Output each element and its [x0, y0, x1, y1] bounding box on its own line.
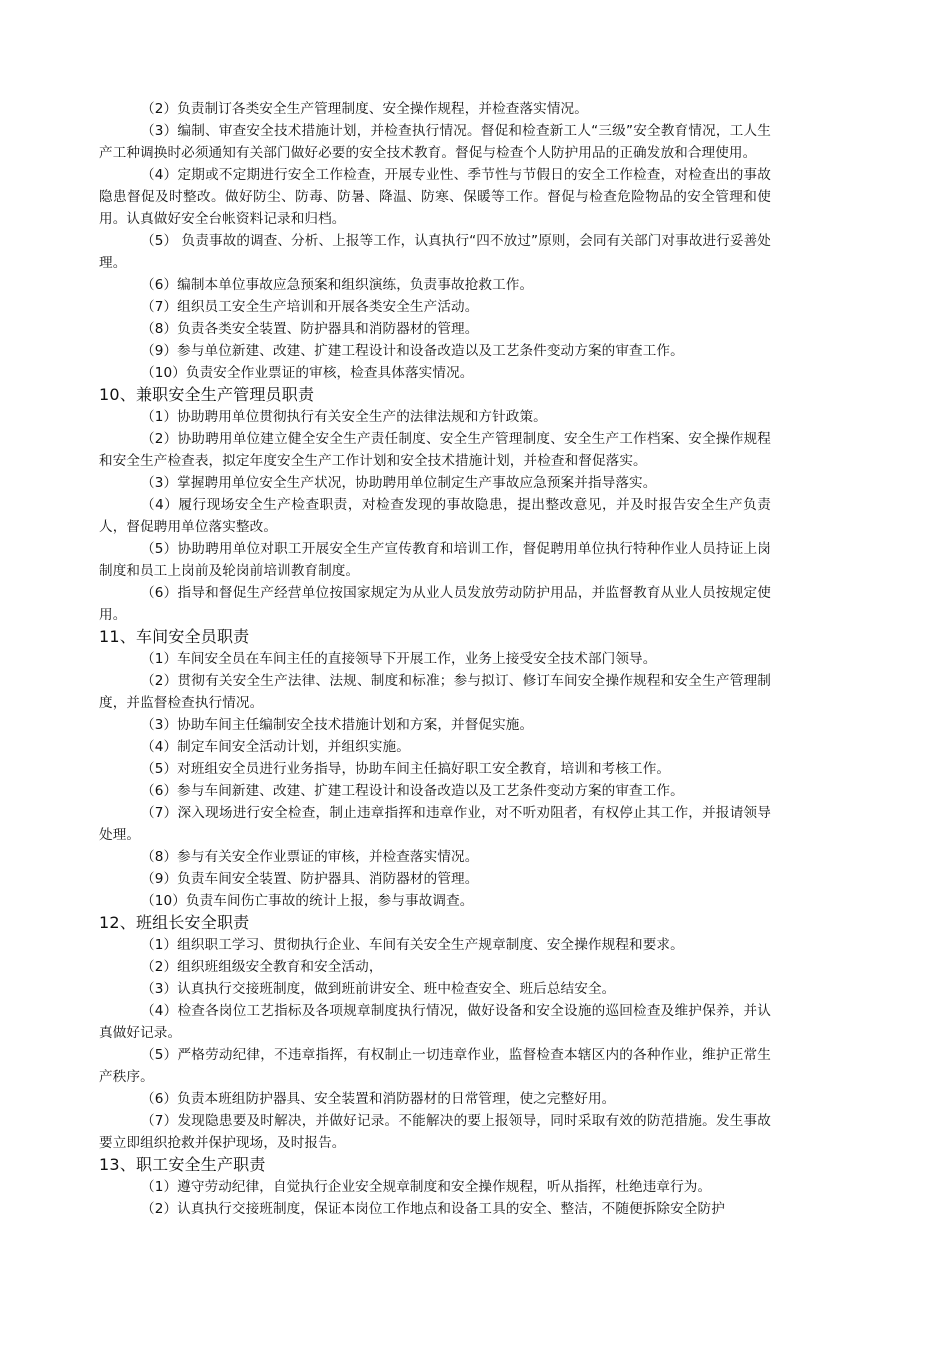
paragraph: （5）对班组安全员进行业务指导，协助车间主任搞好职工安全教育，培训和考核工作。 — [141, 761, 671, 777]
section-13-body — [99, 1176, 771, 1220]
paragraph: （10）负责安全作业票证的审核，检查具体落实情况。 — [141, 365, 474, 381]
paragraph: （3）协助车间主任编制安全技术措施计划和方案，并督促实施。 — [141, 717, 534, 733]
paragraph: （2）负责制订各类安全生产管理制度、安全操作规程，并检查落实情况。 — [141, 101, 588, 117]
paragraph: （3）掌握聘用单位安全生产状况，协助聘用单位制定生产事故应急预案并指导落实。 — [141, 475, 657, 491]
paragraph: （4）检查各岗位工艺指标及各项规章制度执行情况，做好设备和安全设施的巡回检查及维护保养，并认真做好记录。 — [99, 1003, 771, 1041]
paragraph: （3）编制、审查安全技术措施计划，并检查执行情况。督促和检查新工人“三级”安全教育情况，工人生产工种调换时必须通知有关部门做好必要的安全技术教育。督促与检查个人防护用品的正确发放和合理使用。 — [99, 123, 771, 161]
paragraph: （1）组织职工学习、贯彻执行企业、车间有关安全生产规章制度、安全操作规程和要求。 — [141, 937, 684, 953]
paragraph: （5）协助聘用单位对职工开展安全生产宣传教育和培训工作，督促聘用单位执行特种作业人员持证上岗制度和员工上岗前及轮岗前培训教育制度。 — [99, 541, 771, 579]
paragraph: （4）定期或不定期进行安全工作检查，开展专业性、季节性与节假日的安全工作检查，对检查出的事故隐患督促及时整改。做好防尘、防毒、防暑、降温、防寒、保暖等工作。督促与检查危险物品的安全管理和使用。认真做好安全台帐资料记录和归档。 — [99, 167, 771, 227]
paragraph: （5） 负责事故的调查、分析、上报等工作，认真执行“四不放过”原则，会同有关部门对事故进行妥善处理。 — [99, 233, 771, 271]
paragraph: （7）组织员工安全生产培训和开展各类安全生产活动。 — [141, 299, 479, 315]
paragraph: （8）参与有关安全作业票证的审核，并检查落实情况。 — [141, 849, 479, 865]
paragraph: （1）协助聘用单位贯彻执行有关安全生产的法律法规和方针政策。 — [141, 409, 547, 425]
paragraph: （6）负责本班组防护器具、安全装置和消防器材的日常管理，使之完整好用。 — [141, 1091, 616, 1107]
section-12-body — [99, 934, 771, 1154]
paragraph: （7）发现隐患要及时解决，并做好记录。不能解决的要上报领导，同时采取有效的防范措施。发生事故要立即组织抢救并保护现场，及时报告。 — [99, 1113, 771, 1151]
paragraph: （1）车间安全员在车间主任的直接领导下开展工作，业务上接受安全技术部门领导。 — [141, 651, 657, 667]
paragraph: （10）负责车间伤亡事故的统计上报，参与事故调查。 — [141, 893, 474, 909]
paragraph: （1）遵守劳动纪律，自觉执行企业安全规章制度和安全操作规程，听从指挥，杜绝违章行为。 — [141, 1179, 712, 1195]
paragraph: （3）认真执行交接班制度，做到班前讲安全、班中检查安全、班后总结安全。 — [141, 981, 616, 997]
paragraph: （4）制定车间安全活动计划，并组织实施。 — [141, 739, 410, 755]
section-11-body — [99, 648, 771, 912]
section-10-heading: 10、兼职安全生产管理员职责 — [99, 385, 315, 404]
paragraph: （4）履行现场安全生产检查职责，对检查发现的事故隐患，提出整改意见，并及时报告安全生产负责人，督促聘用单位落实整改。 — [99, 497, 771, 535]
section-11-heading: 11、车间安全员职责 — [99, 627, 250, 646]
paragraph: （2）组织班组级安全教育和安全活动， — [141, 959, 383, 975]
paragraph: （9）负责车间安全装置、防护器具、消防器材的管理。 — [141, 871, 479, 887]
document-page — [99, 98, 771, 1220]
paragraph: （9）参与单位新建、改建、扩建工程设计和设备改造以及工艺条件变动方案的审查工作。 — [141, 343, 684, 359]
paragraph: （2）协助聘用单位建立健全安全生产责任制度、安全生产管理制度、安全生产工作档案、安全操作规程和安全生产检查表，拟定年度安全生产工作计划和安全技术措施计划，并检查和督促落实。 — [99, 431, 771, 469]
paragraph: （6）参与车间新建、改建、扩建工程设计和设备改造以及工艺条件变动方案的审查工作。 — [141, 783, 684, 799]
section-9-body — [99, 98, 771, 384]
paragraph: （2）认真执行交接班制度，保证本岗位工作地点和设备工具的安全、整洁，不随便拆除安全防护 — [141, 1201, 725, 1217]
paragraph: （6）指导和督促生产经营单位按国家规定为从业人员发放劳动防护用品，并监督教育从业人员按规定使用。 — [99, 585, 771, 623]
section-10-body — [99, 406, 771, 626]
section-12-heading: 12、班组长安全职责 — [99, 913, 250, 932]
paragraph: （7）深入现场进行安全检查，制止违章指挥和违章作业，对不听劝阻者，有权停止其工作，并报请领导处理。 — [99, 805, 771, 843]
paragraph: （6）编制本单位事故应急预案和组织演练，负责事故抢救工作。 — [141, 277, 534, 293]
paragraph: （8）负责各类安全装置、防护器具和消防器材的管理。 — [141, 321, 479, 337]
paragraph: （2）贯彻有关安全生产法律、法规、制度和标准；参与拟订、修订车间安全操作规程和安全生产管理制度，并监督检查执行情况。 — [99, 673, 771, 711]
section-13-heading: 13、职工安全生产职责 — [99, 1155, 266, 1174]
paragraph: （5）严格劳动纪律，不违章指挥，有权制止一切违章作业，监督检查本辖区内的各种作业，维护正常生产秩序。 — [99, 1047, 771, 1085]
